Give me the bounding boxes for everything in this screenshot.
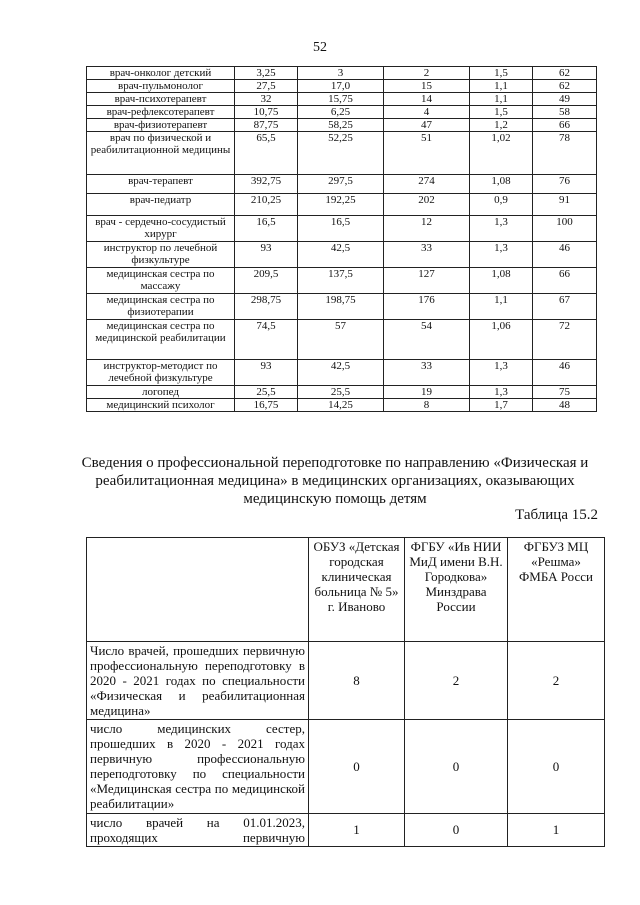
value-cell: 1,02 <box>470 132 533 175</box>
position-cell: медицинский психолог <box>87 399 235 412</box>
value-cell: 127 <box>384 268 470 294</box>
position-cell: врач-рефлексотерапевт <box>87 106 235 119</box>
value-cell: 210,25 <box>235 194 298 216</box>
table-row <box>87 80 597 93</box>
retraining-header-row <box>87 538 605 642</box>
value-cell: 49 <box>533 93 597 106</box>
value-cell: 16,75 <box>235 399 298 412</box>
table-row <box>87 294 597 320</box>
row-value: 0 <box>508 720 605 814</box>
value-cell: 297,5 <box>298 175 384 194</box>
value-cell: 25,5 <box>298 386 384 399</box>
position-cell: врач-терапевт <box>87 175 235 194</box>
value-cell: 1,06 <box>470 320 533 360</box>
position-cell: врач - сердечно-сосудистый хирург <box>87 216 235 242</box>
table-label: Таблица 15.2 <box>515 507 598 523</box>
position-cell: врач по физической и реабилитационной медицины <box>87 132 235 175</box>
position-cell: врач-физиотерапевт <box>87 119 235 132</box>
value-cell: 48 <box>533 399 597 412</box>
value-cell: 93 <box>235 242 298 268</box>
value-cell: 298,75 <box>235 294 298 320</box>
value-cell: 76 <box>533 175 597 194</box>
value-cell: 202 <box>384 194 470 216</box>
value-cell: 8 <box>384 399 470 412</box>
position-cell: медицинская сестра по медицинской реабилитации <box>87 320 235 360</box>
value-cell: 10,75 <box>235 106 298 119</box>
row-label: Число врачей, прошедших первичную профессиональную переподготовку в 2020 - 2021 годах по специальности «Физическая и реабилитационная медицина» <box>87 642 309 720</box>
value-cell: 32 <box>235 93 298 106</box>
position-cell: медицинская сестра по физиотерапии <box>87 294 235 320</box>
position-cell: инструктор по лечебной физкультуре <box>87 242 235 268</box>
table-row <box>87 360 597 386</box>
table-row <box>87 720 605 814</box>
value-cell: 198,75 <box>298 294 384 320</box>
value-cell: 100 <box>533 216 597 242</box>
value-cell: 74,5 <box>235 320 298 360</box>
row-label: число врачей на 01.01.2023, проходящих первичную <box>87 814 309 847</box>
value-cell: 1,1 <box>470 294 533 320</box>
value-cell: 17,0 <box>298 80 384 93</box>
value-cell: 1,5 <box>470 67 533 80</box>
value-cell: 14 <box>384 93 470 106</box>
value-cell: 46 <box>533 360 597 386</box>
table-row <box>87 268 597 294</box>
value-cell: 65,5 <box>235 132 298 175</box>
value-cell: 6,25 <box>298 106 384 119</box>
value-cell: 137,5 <box>298 268 384 294</box>
value-cell: 66 <box>533 119 597 132</box>
value-cell: 72 <box>533 320 597 360</box>
table-row <box>87 216 597 242</box>
header-obuz-dgkb5: ОБУЗ «Детская городская клиническая больница № 5» г. Иваново <box>309 538 405 642</box>
value-cell: 0,9 <box>470 194 533 216</box>
value-cell: 93 <box>235 360 298 386</box>
header-fgbuz-reshma: ФГБУЗ МЦ «Решма» ФМБА Росси <box>508 538 605 642</box>
value-cell: 1,3 <box>470 242 533 268</box>
value-cell: 58,25 <box>298 119 384 132</box>
value-cell: 3 <box>298 67 384 80</box>
staff-table <box>86 66 597 412</box>
value-cell: 62 <box>533 67 597 80</box>
value-cell: 192,25 <box>298 194 384 216</box>
value-cell: 209,5 <box>235 268 298 294</box>
value-cell: 1,7 <box>470 399 533 412</box>
header-empty <box>87 538 309 642</box>
value-cell: 33 <box>384 242 470 268</box>
row-value: 8 <box>309 642 405 720</box>
value-cell: 78 <box>533 132 597 175</box>
value-cell: 1,08 <box>470 268 533 294</box>
value-cell: 58 <box>533 106 597 119</box>
position-cell: врач-пульмонолог <box>87 80 235 93</box>
table-row <box>87 93 597 106</box>
table-row <box>87 399 597 412</box>
table-row <box>87 320 597 360</box>
value-cell: 2 <box>384 67 470 80</box>
value-cell: 42,5 <box>298 242 384 268</box>
value-cell: 16,5 <box>235 216 298 242</box>
value-cell: 91 <box>533 194 597 216</box>
value-cell: 274 <box>384 175 470 194</box>
value-cell: 19 <box>384 386 470 399</box>
table-row <box>87 67 597 80</box>
value-cell: 16,5 <box>298 216 384 242</box>
row-value: 0 <box>309 720 405 814</box>
position-cell: врач-психотерапевт <box>87 93 235 106</box>
value-cell: 1,2 <box>470 119 533 132</box>
value-cell: 25,5 <box>235 386 298 399</box>
table-row <box>87 242 597 268</box>
section-title: Сведения о профессиональной переподготовке по направлению «Физическая и реабилитационная медицина» в медицинских организациях, оказывающих медицинскую помощь детям <box>81 455 589 507</box>
row-label: число медицинских сестер, прошедших в 2020 - 2021 годах первичную профессиональную переподготовку по специальности «Медицинская сестра по медицинской реабилитации» <box>87 720 309 814</box>
page-number: 52 <box>313 40 327 55</box>
value-cell: 176 <box>384 294 470 320</box>
retraining-table <box>86 537 605 847</box>
position-cell: медицинская сестра по массажу <box>87 268 235 294</box>
position-cell: логопед <box>87 386 235 399</box>
value-cell: 1,5 <box>470 106 533 119</box>
value-cell: 3,25 <box>235 67 298 80</box>
position-cell: врач-онколог детский <box>87 67 235 80</box>
table-row <box>87 642 605 720</box>
value-cell: 15,75 <box>298 93 384 106</box>
row-value: 2 <box>405 642 508 720</box>
row-value: 0 <box>405 814 508 847</box>
table-row <box>87 194 597 216</box>
row-value: 1 <box>508 814 605 847</box>
table-row <box>87 119 597 132</box>
value-cell: 33 <box>384 360 470 386</box>
value-cell: 66 <box>533 268 597 294</box>
value-cell: 87,75 <box>235 119 298 132</box>
value-cell: 12 <box>384 216 470 242</box>
value-cell: 4 <box>384 106 470 119</box>
value-cell: 1,1 <box>470 80 533 93</box>
table-row <box>87 132 597 175</box>
table-row <box>87 386 597 399</box>
value-cell: 42,5 <box>298 360 384 386</box>
value-cell: 1,3 <box>470 386 533 399</box>
header-fgbu-iv-nii: ФГБУ «Ив НИИ МиД имени В.Н. Городкова» Минздрава России <box>405 538 508 642</box>
value-cell: 392,75 <box>235 175 298 194</box>
table-row <box>87 175 597 194</box>
table-row <box>87 106 597 119</box>
row-value: 0 <box>405 720 508 814</box>
value-cell: 1,3 <box>470 360 533 386</box>
position-cell: врач-педиатр <box>87 194 235 216</box>
value-cell: 67 <box>533 294 597 320</box>
value-cell: 15 <box>384 80 470 93</box>
value-cell: 51 <box>384 132 470 175</box>
row-value: 2 <box>508 642 605 720</box>
value-cell: 57 <box>298 320 384 360</box>
value-cell: 1,1 <box>470 93 533 106</box>
value-cell: 47 <box>384 119 470 132</box>
value-cell: 75 <box>533 386 597 399</box>
value-cell: 46 <box>533 242 597 268</box>
value-cell: 54 <box>384 320 470 360</box>
value-cell: 62 <box>533 80 597 93</box>
position-cell: инструктор-методист по лечебной физкультуре <box>87 360 235 386</box>
value-cell: 27,5 <box>235 80 298 93</box>
table-row <box>87 814 605 847</box>
row-value: 1 <box>309 814 405 847</box>
value-cell: 1,3 <box>470 216 533 242</box>
value-cell: 52,25 <box>298 132 384 175</box>
value-cell: 14,25 <box>298 399 384 412</box>
value-cell: 1,08 <box>470 175 533 194</box>
